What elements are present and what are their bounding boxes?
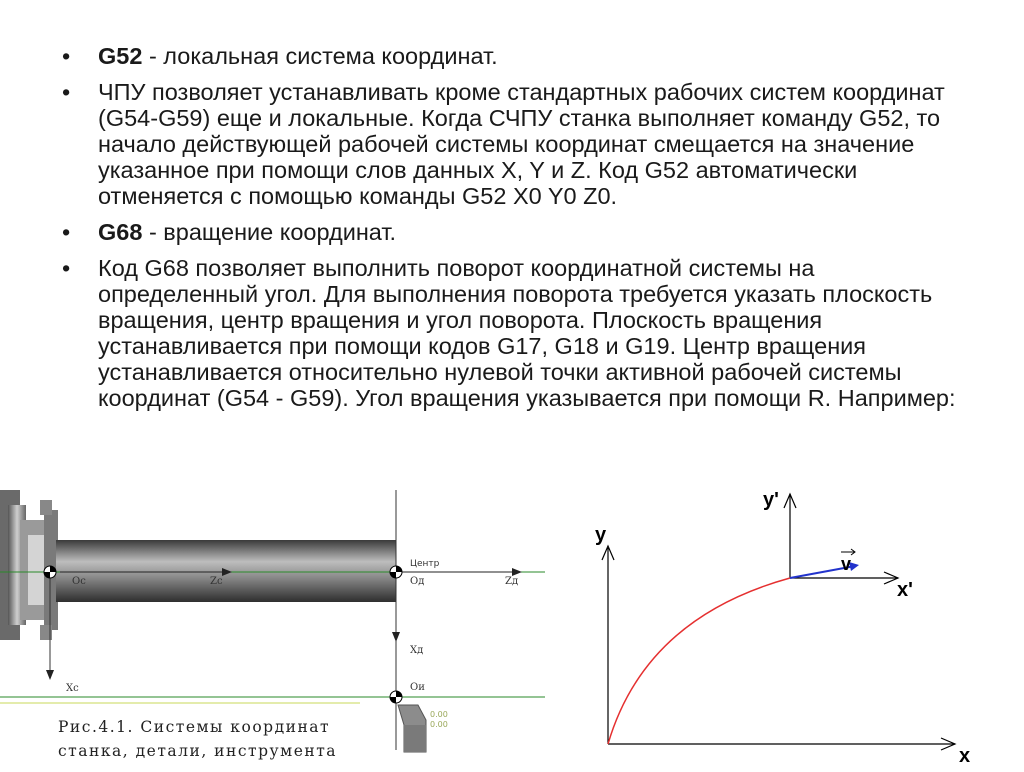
rotation-curve xyxy=(608,578,790,744)
label-od: Од xyxy=(410,576,425,587)
label-v: v xyxy=(841,554,852,574)
bullet-g52-title: • G52 - локальная система координат. xyxy=(62,43,962,69)
bullet-g52-description: • ЧПУ позволяет устанавливать кроме стандартных рабочих систем координат (G54-G59) еще и локальные. Когда СЧПУ станка выполняет команду G52, то начало действующей рабочей системы координат смещается на значение указанное при помощи слов данных X, Y и Z. Код G52 автоматически отменяется с помощью команды G52 X0 Y0 Z0. xyxy=(62,79,962,209)
bullet-g68-title: • G68 - вращение координат. xyxy=(62,219,962,245)
origin-oi-marker xyxy=(390,691,402,703)
label-oc: Ос xyxy=(72,576,86,587)
label-val1: 0.00 xyxy=(430,710,448,719)
label-x: x xyxy=(959,745,971,767)
chuck xyxy=(0,490,58,640)
bullet-g68-description: • Код G68 позволяет выполнить поворот координатной системы на определенный угол. Для выполнения поворота требуется указать плоскость вращения, центр вращения и угол поворота. Плоскость вращения устанавливается при помощи кодов G17, G18 и G19. Центр вращения устанавливается относительно нулевой точки активной рабочей системы координат (G54 - G59). Угол вращения указывается при помощи R. Например: xyxy=(62,255,962,411)
label-zd: Zд xyxy=(505,576,519,587)
origin-oc-marker xyxy=(44,566,56,578)
label-zc: Zc xyxy=(210,576,223,587)
lathe-coordinate-figure xyxy=(0,480,545,767)
label-x-prime: x' xyxy=(897,579,913,601)
label-val2: 0.00 xyxy=(430,720,448,729)
cutting-tool xyxy=(398,705,426,752)
label-center: Центр xyxy=(410,559,440,569)
label-oi: Ои xyxy=(410,682,425,693)
label-xc: Xc xyxy=(66,683,79,694)
bullet-list xyxy=(62,43,962,421)
figure-caption-line2: станка, детали, инструмента xyxy=(58,742,338,760)
figure-caption-line1: Рис.4.1. Системы координат xyxy=(58,718,331,736)
origin-od-marker xyxy=(390,566,402,578)
label-xd: Xд xyxy=(410,645,424,656)
label-y-prime: y' xyxy=(763,489,779,511)
label-y: y xyxy=(595,524,607,546)
rotation-diagram xyxy=(565,478,1024,767)
rotation-drawing xyxy=(565,478,1024,767)
